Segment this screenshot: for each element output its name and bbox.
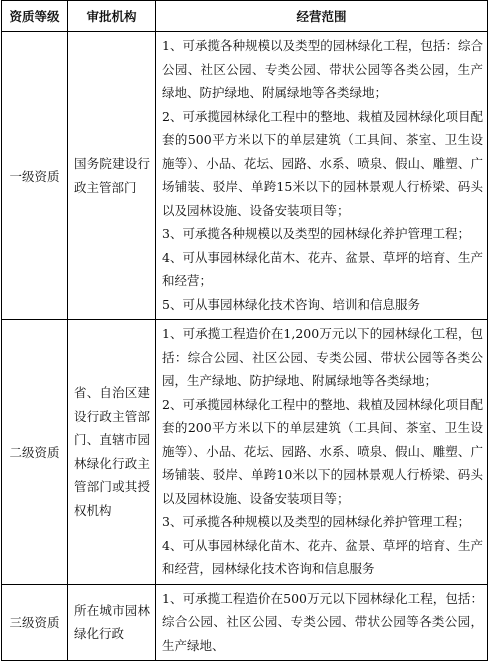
authority-cell: 省、自治区建设行政主管部门、直辖市园林绿化行政主管部门或其授权机构 xyxy=(68,320,156,585)
table-row xyxy=(2,320,488,585)
header-grade: 资质等级 xyxy=(2,1,68,32)
grade-cell: 一级资质 xyxy=(2,32,68,320)
scope-item: 2、可承揽园林绿化工程中的整地、栽植及园林绿化项目配套的500平方米以下的单层建筑（工具间、茶室、卫生设施等）、小品、花坛、园路、水系、喷泉、假山、雕塑、广场铺装、驳岸、单跨15米以下的园林景观人行桥梁、码头以及园林设施、设备安装项目等； xyxy=(162,108,483,218)
table-row xyxy=(2,584,488,661)
scope-cell xyxy=(156,320,488,585)
scope-item: 1、可承揽工程造价在1,200万元以下的园林绿化工程，包括：综合公园、社区公园、专类公园、带状公园等各类公园，生产绿地、防护绿地、附属绿地等各类绿地； xyxy=(162,326,483,388)
grade-cell: 二级资质 xyxy=(2,320,68,585)
scope-item: 1、可承揽工程造价在500万元以下园林绿化工程，包括：综合公园、社区公园、专类公园、带状公园等各类公园，生产绿地、 xyxy=(162,590,483,653)
qualification-table xyxy=(1,0,488,661)
scope-item: 4、可从事园林绿化苗木、花卉、盆景、草坪的培育、生产和经营； xyxy=(162,249,483,288)
table-header-row xyxy=(2,1,488,32)
scope-item: 2、可承揽园林绿化工程中的整地、栽植及园林绿化项目配套的200平方米以下的单层建筑（工具间、茶室、卫生设施等）、小品、花坛、园路、水系、喷泉、假山、雕塑、广场铺装、驳岸、单跨10米以下的园林景观人行桥梁、码头以及园林设施、设备安装项目等； xyxy=(162,396,483,506)
header-scope: 经营范围 xyxy=(156,1,488,32)
authority-cell: 所在城市园林绿化行政 xyxy=(68,584,156,661)
grade-cell: 三级资质 xyxy=(2,584,68,661)
table-row xyxy=(2,32,488,320)
scope-item: 5、可从事园林绿化技术咨询、培训和信息服务 xyxy=(162,296,420,312)
header-authority: 审批机构 xyxy=(68,1,156,32)
scope-cell xyxy=(156,32,488,320)
scope-cell xyxy=(156,584,488,661)
scope-item: 4、可从事园林绿化苗木、花卉、盆景、草坪的培育、生产和经营，园林绿化技术咨询和信息服务 xyxy=(162,537,483,576)
authority-cell: 国务院建设行政主管部门 xyxy=(68,32,156,320)
scope-item: 1、可承揽各种规模以及类型的园林绿化工程，包括：综合公园、社区公园、专类公园、带状公园等各类公园，生产绿地、防护绿地、附属绿地等各类绿地； xyxy=(162,38,483,100)
scope-item: 3、可承揽各种规模以及类型的园林绿化养护管理工程； xyxy=(162,226,470,241)
scope-item: 3、可承揽各种规模以及类型的园林绿化养护管理工程； xyxy=(162,514,470,529)
